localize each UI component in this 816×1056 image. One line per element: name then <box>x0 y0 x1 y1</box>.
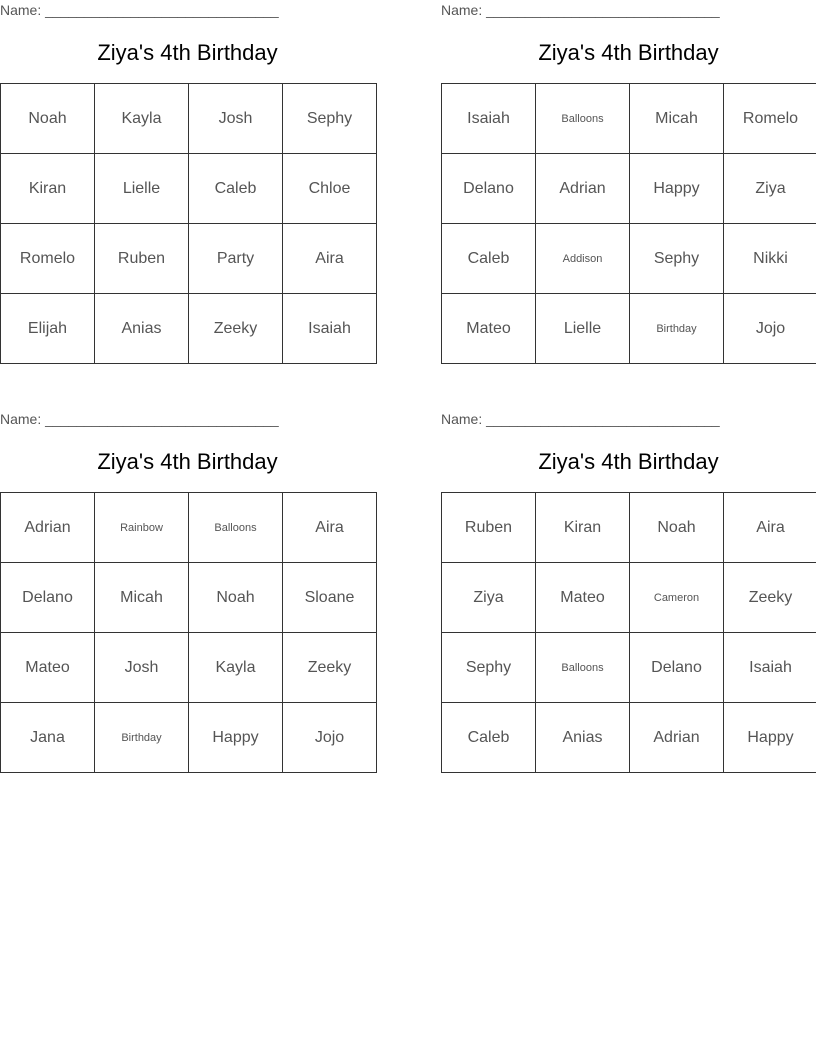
grid-row <box>442 493 816 563</box>
grid-cell: Delano <box>1 563 95 633</box>
grid-cell: Delano <box>442 154 536 224</box>
grid-cell: Isaiah <box>724 633 816 703</box>
name-line: Name: ______________________________ <box>441 411 720 427</box>
card-title: Ziya's 4th Birthday <box>97 40 278 65</box>
grid-cell: Caleb <box>442 224 536 294</box>
grid-cell: Kiran <box>536 493 630 563</box>
grid-cell: Romelo <box>724 84 816 154</box>
grid-cell: Addison <box>536 224 630 294</box>
grid-cell: Isaiah <box>442 84 536 154</box>
grid-row <box>442 224 816 294</box>
grid-cell: Delano <box>630 633 724 703</box>
grid-cell: Ziya <box>442 563 536 633</box>
grid-cell: Sephy <box>283 84 377 154</box>
name-line: Name: ______________________________ <box>0 411 279 427</box>
grid-cell: Kayla <box>189 633 283 703</box>
grid-cell: Romelo <box>1 224 95 294</box>
grid-cell: Chloe <box>283 154 377 224</box>
card-title: Ziya's 4th Birthday <box>538 449 719 474</box>
bingo-card-2 <box>441 0 816 365</box>
grid-cell: Sloane <box>283 563 377 633</box>
grid-cell: Ruben <box>95 224 189 294</box>
card-title: Ziya's 4th Birthday <box>538 40 719 65</box>
bingo-grid <box>441 83 816 364</box>
grid-cell: Noah <box>189 563 283 633</box>
grid-row <box>442 84 816 154</box>
grid-cell: Anias <box>95 294 189 364</box>
bingo-grid <box>0 492 377 773</box>
grid-cell: Zeeky <box>189 294 283 364</box>
grid-row <box>442 633 816 703</box>
grid-cell: Jojo <box>283 703 377 773</box>
grid-cell: Birthday <box>95 703 189 773</box>
grid-row <box>1 563 377 633</box>
name-line: Name: ______________________________ <box>441 2 720 18</box>
grid-cell: Sephy <box>630 224 724 294</box>
grid-cell: Birthday <box>630 294 724 364</box>
grid-cell: Lielle <box>536 294 630 364</box>
grid-cell: Happy <box>189 703 283 773</box>
grid-row <box>1 294 377 364</box>
grid-cell: Lielle <box>95 154 189 224</box>
grid-row <box>1 154 377 224</box>
grid-cell: Micah <box>95 563 189 633</box>
grid-cell: Kiran <box>1 154 95 224</box>
grid-cell: Nikki <box>724 224 816 294</box>
grid-cell: Aira <box>724 493 816 563</box>
grid-cell: Ruben <box>442 493 536 563</box>
grid-row <box>442 154 816 224</box>
grid-cell: Zeeky <box>283 633 377 703</box>
grid-cell: Aira <box>283 493 377 563</box>
grid-row <box>1 224 377 294</box>
grid-cell: Josh <box>189 84 283 154</box>
grid-cell: Caleb <box>442 703 536 773</box>
grid-cell: Mateo <box>442 294 536 364</box>
grid-cell: Jana <box>1 703 95 773</box>
name-line: Name: ______________________________ <box>0 2 279 18</box>
grid-cell: Adrian <box>1 493 95 563</box>
grid-cell: Kayla <box>95 84 189 154</box>
grid-cell: Adrian <box>630 703 724 773</box>
card-title: Ziya's 4th Birthday <box>97 449 278 474</box>
grid-cell: Party <box>189 224 283 294</box>
grid-cell: Mateo <box>536 563 630 633</box>
grid-row <box>1 633 377 703</box>
grid-cell: Balloons <box>536 633 630 703</box>
grid-row <box>1 84 377 154</box>
grid-cell: Anias <box>536 703 630 773</box>
grid-row <box>442 563 816 633</box>
bingo-card-3 <box>0 409 375 774</box>
grid-cell: Caleb <box>189 154 283 224</box>
grid-cell: Balloons <box>536 84 630 154</box>
grid-row <box>1 703 377 773</box>
grid-cell: Cameron <box>630 563 724 633</box>
grid-cell: Rainbow <box>95 493 189 563</box>
grid-cell: Mateo <box>1 633 95 703</box>
grid-cell: Happy <box>630 154 724 224</box>
grid-cell: Happy <box>724 703 816 773</box>
bingo-card-1 <box>0 0 375 365</box>
grid-row <box>442 703 816 773</box>
grid-cell: Noah <box>1 84 95 154</box>
grid-row <box>1 493 377 563</box>
grid-cell: Isaiah <box>283 294 377 364</box>
grid-cell: Aira <box>283 224 377 294</box>
bingo-grid <box>441 492 816 773</box>
grid-cell: Zeeky <box>724 563 816 633</box>
grid-cell: Ziya <box>724 154 816 224</box>
bingo-card-4 <box>441 409 816 774</box>
bingo-grid <box>0 83 377 364</box>
grid-cell: Adrian <box>536 154 630 224</box>
grid-cell: Micah <box>630 84 724 154</box>
grid-cell: Josh <box>95 633 189 703</box>
grid-cell: Sephy <box>442 633 536 703</box>
grid-cell: Jojo <box>724 294 816 364</box>
grid-cell: Balloons <box>189 493 283 563</box>
grid-cell: Elijah <box>1 294 95 364</box>
grid-cell: Noah <box>630 493 724 563</box>
grid-row <box>442 294 816 364</box>
